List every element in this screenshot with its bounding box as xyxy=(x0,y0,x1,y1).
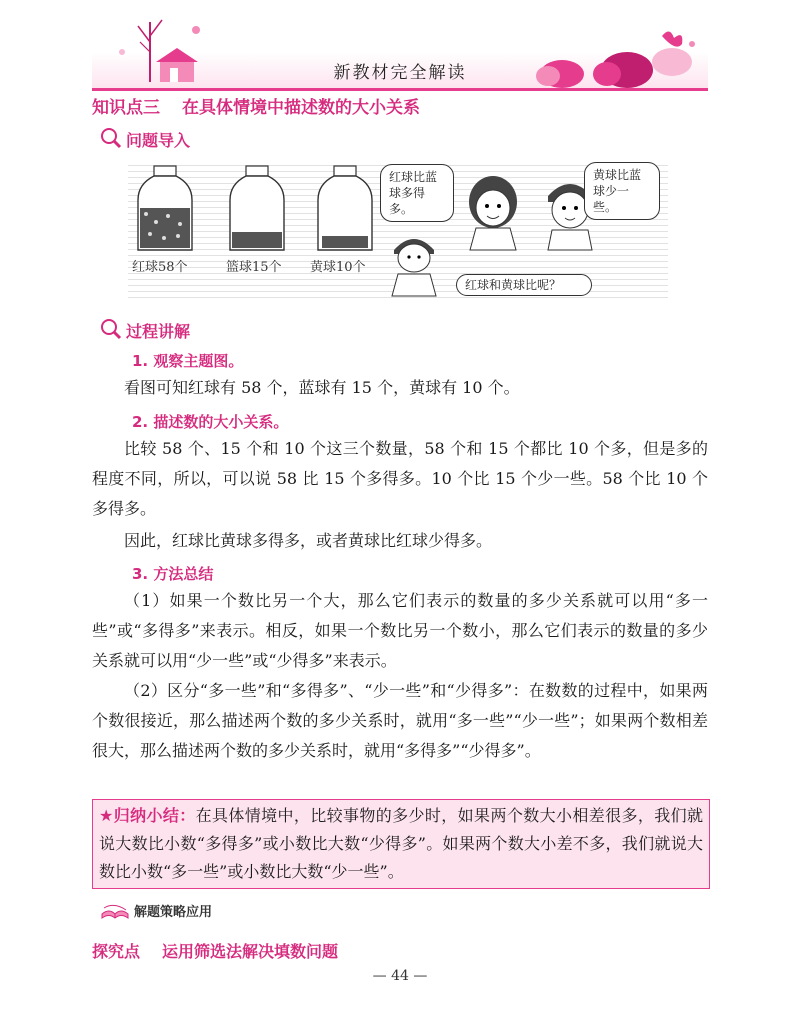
explore-point-title xyxy=(92,939,338,962)
header-title: 新教材完全解读 xyxy=(333,63,467,83)
header-banner xyxy=(92,8,708,88)
small-girl-icon xyxy=(386,230,444,300)
summary-box xyxy=(92,799,710,889)
blue-ball-jar-icon xyxy=(226,164,288,256)
knowledge-point-title xyxy=(92,93,420,118)
speech-bubble-red-yellow: 红球和黄球比呢？ xyxy=(456,274,592,296)
step-2-title: 2. 描述数的大小关系。 xyxy=(132,413,289,431)
step-1-text: 看图可知红球有 58 个，蓝球有 15 个，黄球有 10 个。 xyxy=(124,378,520,397)
step-2-text: 比较 58 个、15 个和 10 个这三个数量，58 个和 15 个都比 10 个多，但是多的程度不同，所以，可以说 58 比 15 个多得多。10 个比 15 个少一些。58 个比 10 个多得多。 xyxy=(92,439,708,518)
step-3-title: 3. 方法总结 xyxy=(132,565,214,583)
knowledge-point-label: 知识点三 xyxy=(92,98,160,118)
jar-label-blue: 篮球15个 xyxy=(226,260,282,275)
jar-label-red: 红球58个 xyxy=(132,260,188,275)
step-3-point-2: （2）区分“多一些”和“多得多”、“少一些”和“少得多”：在数数的过程中，如果两个数很接近，那么描述两个数的多少关系时，就用“多一些”“少一些”；如果两个数相差很大，那么描述两个数的多少关系时，就用“多得多”“少得多”。 xyxy=(92,681,708,760)
magnifier-icon xyxy=(100,127,122,149)
explore-point-text: 运用筛选法解决填数问题 xyxy=(162,942,339,961)
section-intro-heading xyxy=(100,127,190,151)
section-intro-label: 问题导入 xyxy=(126,131,191,150)
section-strategy-heading xyxy=(100,900,212,920)
open-book-icon xyxy=(100,900,130,920)
step-2-conclusion: 因此，红球比黄球多得多，或者黄球比红球少得多。 xyxy=(124,531,493,550)
section-process-heading xyxy=(100,318,190,342)
knowledge-point-text: 在具体情境中描述数的大小关系 xyxy=(182,98,420,118)
page-number: — 44 — xyxy=(372,968,428,984)
step-3-point-1: （1）如果一个数比另一个大，那么它们表示的数量的多少关系就可以用“多一些”或“多得多”来表示。相反，如果一个数比另一个数小，那么它们表示的数量的多少关系就可以用“少一些”或“少得多”来表示。 xyxy=(92,591,708,670)
jar-illustration xyxy=(128,160,668,302)
yellow-ball-jar-icon xyxy=(314,164,376,256)
jar-label-yellow: 黄球10个 xyxy=(310,260,366,275)
speech-bubble-red-blue: 红球比蓝球多得多。 xyxy=(380,164,454,222)
explore-point-label: 探究点 xyxy=(92,942,141,961)
section-strategy-label: 解题策略应用 xyxy=(134,905,213,920)
section-process-label: 过程讲解 xyxy=(126,322,191,341)
girl-icon xyxy=(458,172,528,252)
step-1-title: 1. 观察主题图。 xyxy=(132,352,244,370)
red-ball-jar-icon xyxy=(134,164,196,256)
speech-bubble-yellow-blue: 黄球比蓝球少一些。 xyxy=(584,162,660,220)
summary-label: ★归纳小结： xyxy=(99,806,196,825)
magnifier-icon xyxy=(100,318,122,340)
summary-text: 在具体情境中，比较事物的多少时，如果两个数大小相差很多，我们就说大数比小数“多得多”或小数比大数“少得多”。如果两个数大小差不多，我们就说大数比小数“多一些”或小数比大数“少一些”。 xyxy=(99,806,703,881)
